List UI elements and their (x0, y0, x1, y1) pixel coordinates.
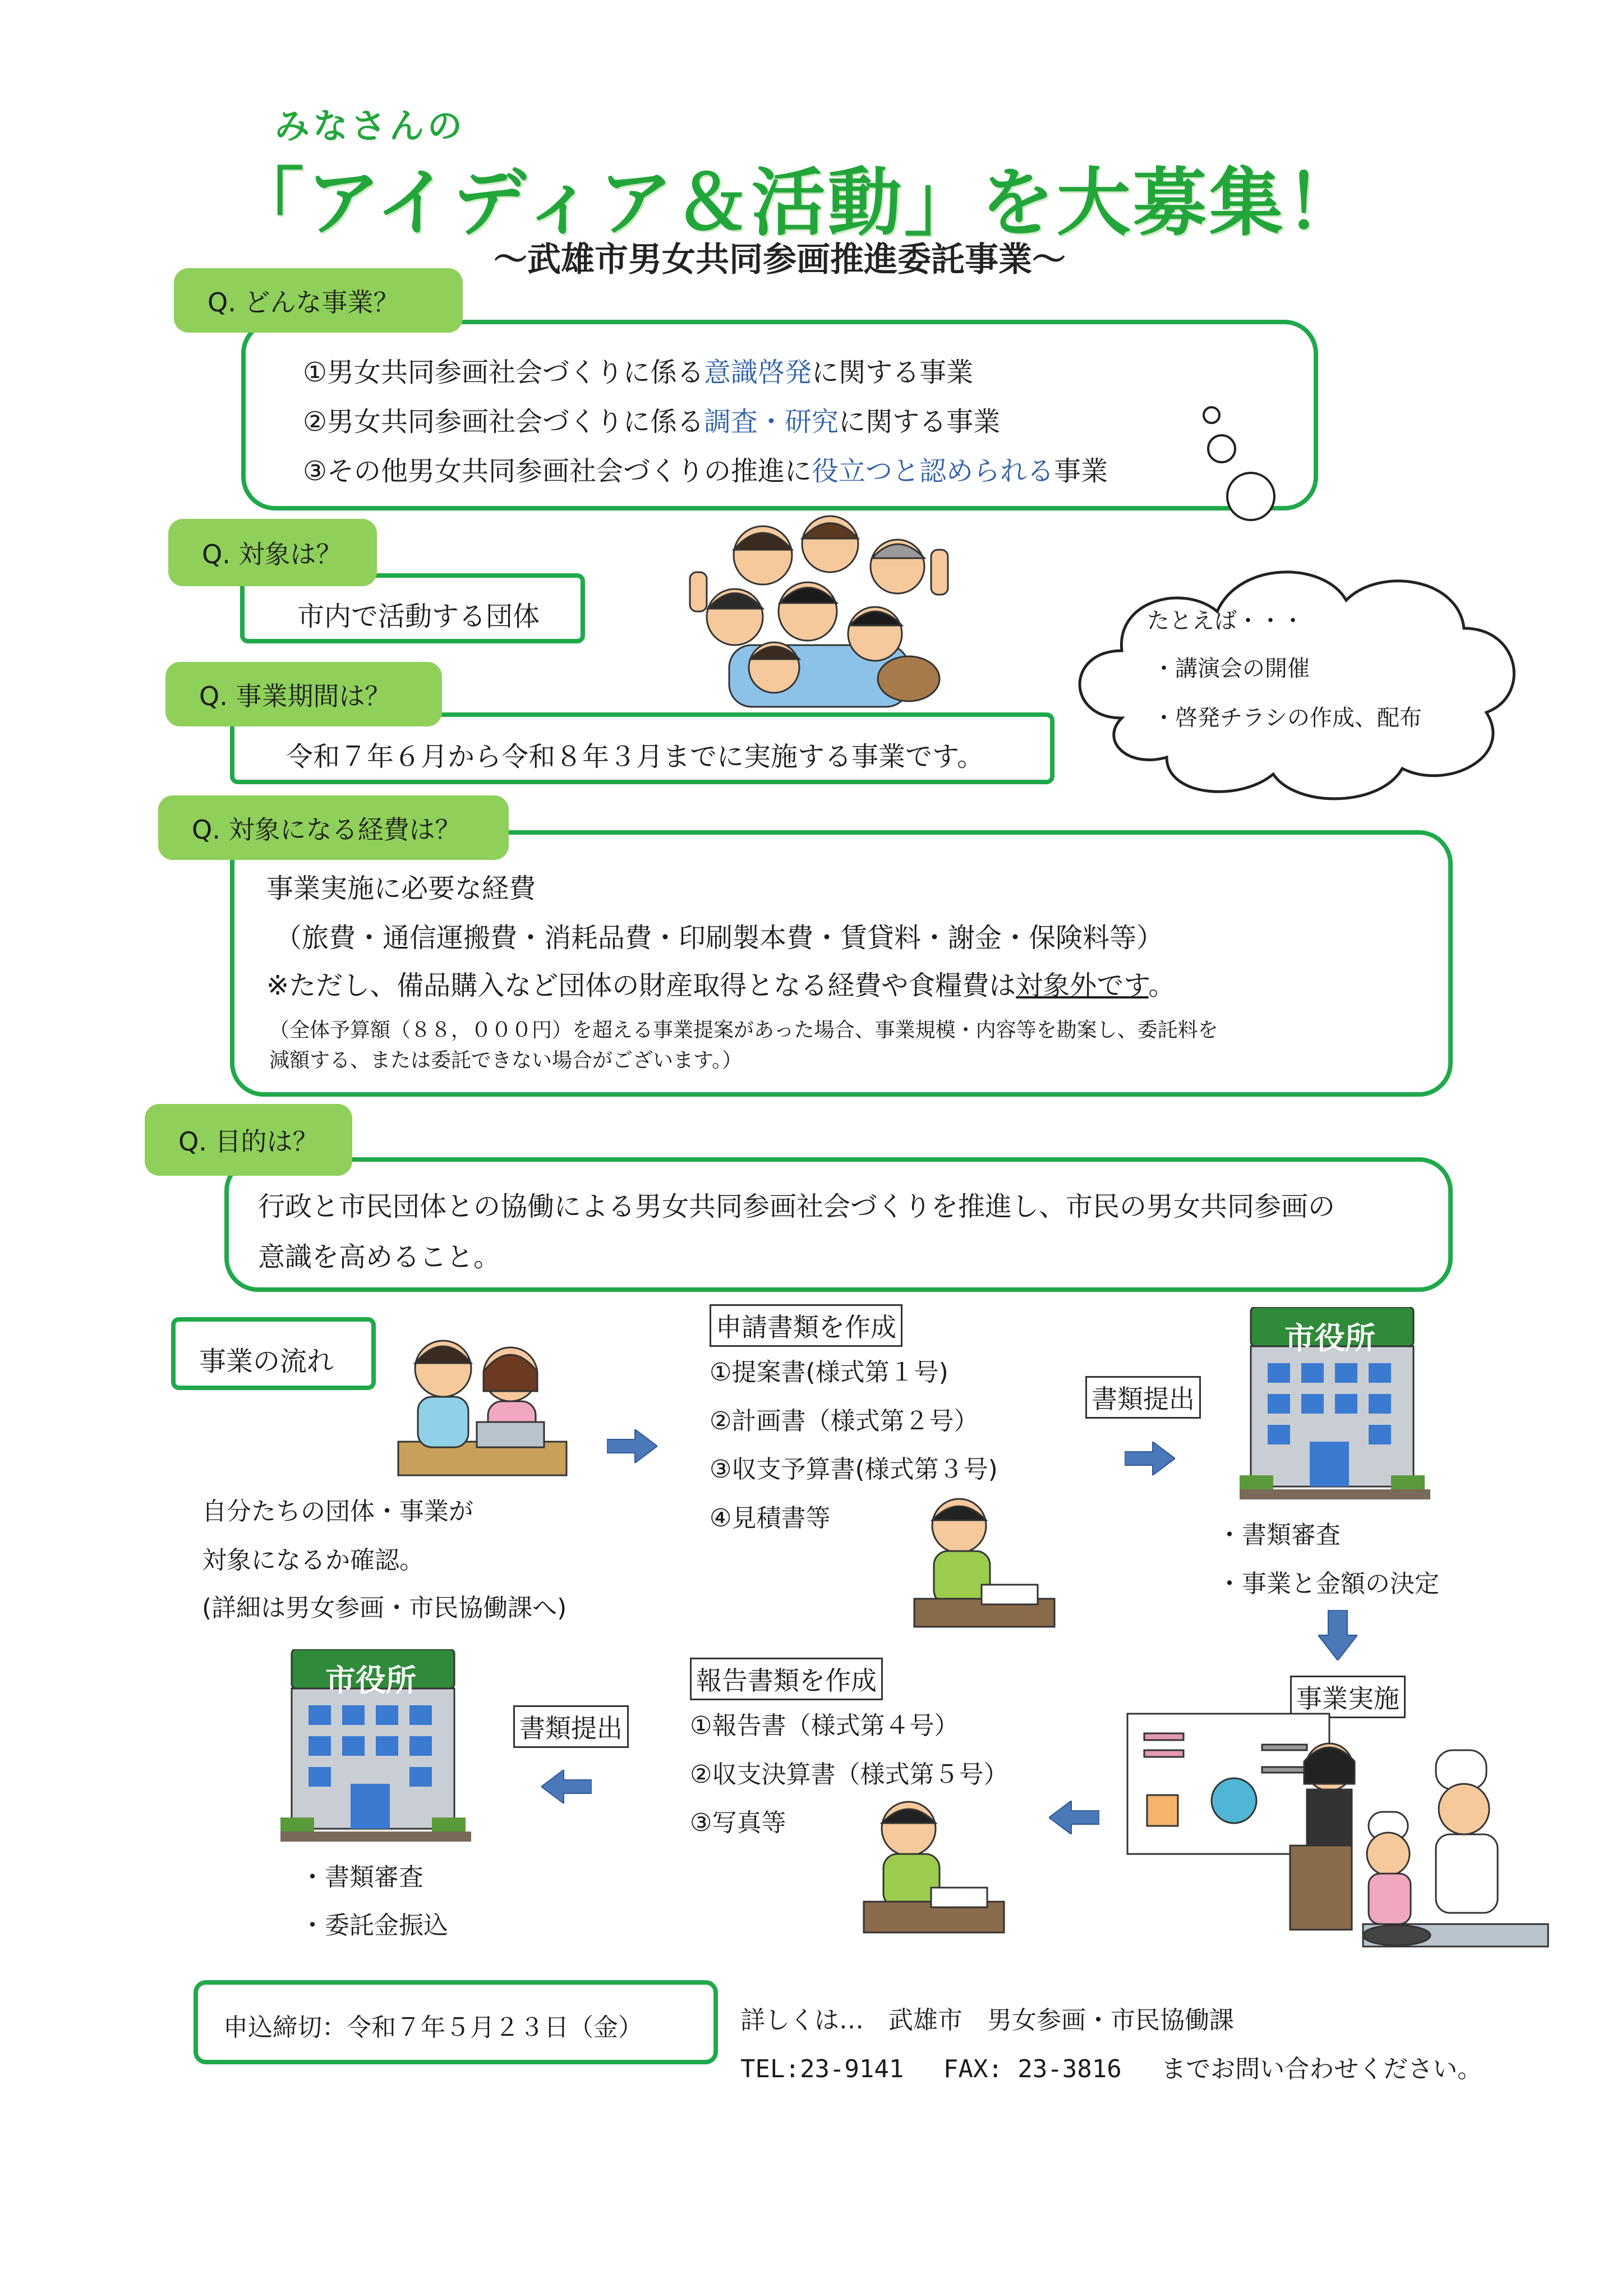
q1-item-2: ②男女共同参画社会づくりに係る調査・研究に関する事業 (303, 406, 1001, 438)
review2-line-2: ・委託金振込 (300, 1911, 448, 1940)
q4-line-2: （旅費・通信運搬費・消耗品費・印刷製本費・賃貸料・謝金・保険料等） (275, 922, 1164, 954)
arrow-left-icon (541, 1770, 592, 1803)
q2-answer: 市内で活動する団体 (297, 601, 540, 632)
arrow-down-icon (1318, 1610, 1357, 1660)
q2-label: Q. 対象は？ (168, 519, 377, 586)
q3-answer: 令和７年６月から令和８年３月までに実施する事業です。 (286, 741, 984, 772)
kicker: みなさんの (275, 105, 466, 146)
step1-line-1: 自分たちの団体・事業が (202, 1497, 473, 1526)
apply-docs-title: 申請書類を作成 (710, 1304, 902, 1347)
flow-title: 事業の流れ (199, 1346, 334, 1377)
submit-label-2: 書類提出 (513, 1705, 629, 1748)
man-writing-illustration (909, 1492, 1060, 1632)
thought-bubbles (1183, 393, 1284, 527)
seminar-cooking-illustration (1122, 1711, 1559, 1958)
review1-line-2: ・事業と金額の決定 (1217, 1570, 1439, 1598)
arrow-right-icon (1125, 1442, 1175, 1475)
review1-line-1: ・書類審査 (1217, 1521, 1341, 1549)
arrow-right-icon (607, 1429, 657, 1463)
q1-item-1: ①男女共同参画社会づくりに係る意識啓発に関する事業 (303, 357, 974, 388)
report-item-1: ①報告書（様式第４号） (690, 1711, 959, 1740)
q4-line-3: ※ただし、備品購入など団体の財産取得となる経費や食糧費は対象外です。 (266, 970, 1176, 1001)
submit-label-1: 書類提出 (1085, 1376, 1201, 1419)
report-docs-title: 報告書類を作成 (690, 1658, 883, 1700)
apply-item-3: ③収支予算書(様式第３号) (710, 1455, 998, 1484)
report-item-3: ③写真等 (690, 1809, 786, 1837)
deadline-text: 申込締切：令和７年５月２３日（金） (223, 2013, 643, 2042)
q3-label: Q. 事業期間は？ (165, 662, 442, 726)
q4-note-2: 減額する、または委託できない場合がございます。） (269, 1049, 743, 1072)
cloud-line-3: ・啓発チラシの作成、配布 (1153, 705, 1422, 731)
contact-line-1: 詳しくは… 武雄市 男女参画・市民協働課 (740, 2006, 1234, 2035)
q5-label: Q. 目的は？ (145, 1104, 352, 1176)
people-group-illustration (679, 505, 959, 712)
cloud-line-2: ・講演会の開催 (1153, 656, 1310, 682)
arrow-left-icon (1049, 1801, 1099, 1834)
step1-line-2: 対象になるか確認。 (202, 1546, 424, 1575)
step1-line-3: (詳細は男女参画・市民協働課へ) (202, 1594, 567, 1622)
example-cloud (1054, 533, 1571, 813)
city-hall-label-2: 市役所 (325, 1663, 416, 1698)
apply-item-1: ①提案書(様式第１号) (710, 1358, 948, 1387)
q5-line-2: 意識を高めること。 (258, 1241, 501, 1273)
page-title: 「アイディア＆活動」を大募集！ (230, 160, 1362, 246)
q4-line-1: 事業実施に必要な経費 (266, 873, 536, 904)
review2-line-1: ・書類審査 (300, 1863, 423, 1892)
page-subtitle: ～武雄市男女共同参画推進委託事業～ (494, 240, 1066, 279)
couple-laptop-illustration (393, 1329, 572, 1481)
report-item-2: ②収支決算書（様式第５号） (690, 1760, 1008, 1789)
q4-note-1: （全体予算額（８８，０００円）を超える事業提案があった場合、事業規模・内容等を勘案し、委託料を (269, 1019, 1218, 1042)
q5-line-1: 行政と市民団体との協働による男女共同参画社会づくりを推進し、市民の男女共同参画の (258, 1191, 1336, 1222)
apply-item-2: ②計画書（様式第２号） (710, 1407, 979, 1435)
apply-item-4: ④見積書等 (710, 1504, 831, 1533)
cloud-line-1: たとえば・・・ (1147, 608, 1304, 634)
city-hall-label-1: 市役所 (1284, 1320, 1375, 1356)
implement-label: 事業実施 (1290, 1676, 1406, 1718)
q1-item-3: ③その他男女共同参画社会づくりの推進に役立つと認められる事業 (303, 455, 1108, 487)
q1-label: Q. どんな事業？ (174, 268, 463, 333)
contact-line-2: TEL:23-9141 FAX: 23-3816 までお問い合わせください。 (740, 2055, 1482, 2083)
q4-label: Q. 対象になる経費は？ (158, 795, 509, 860)
man-writing-illustration (858, 1795, 1010, 1941)
